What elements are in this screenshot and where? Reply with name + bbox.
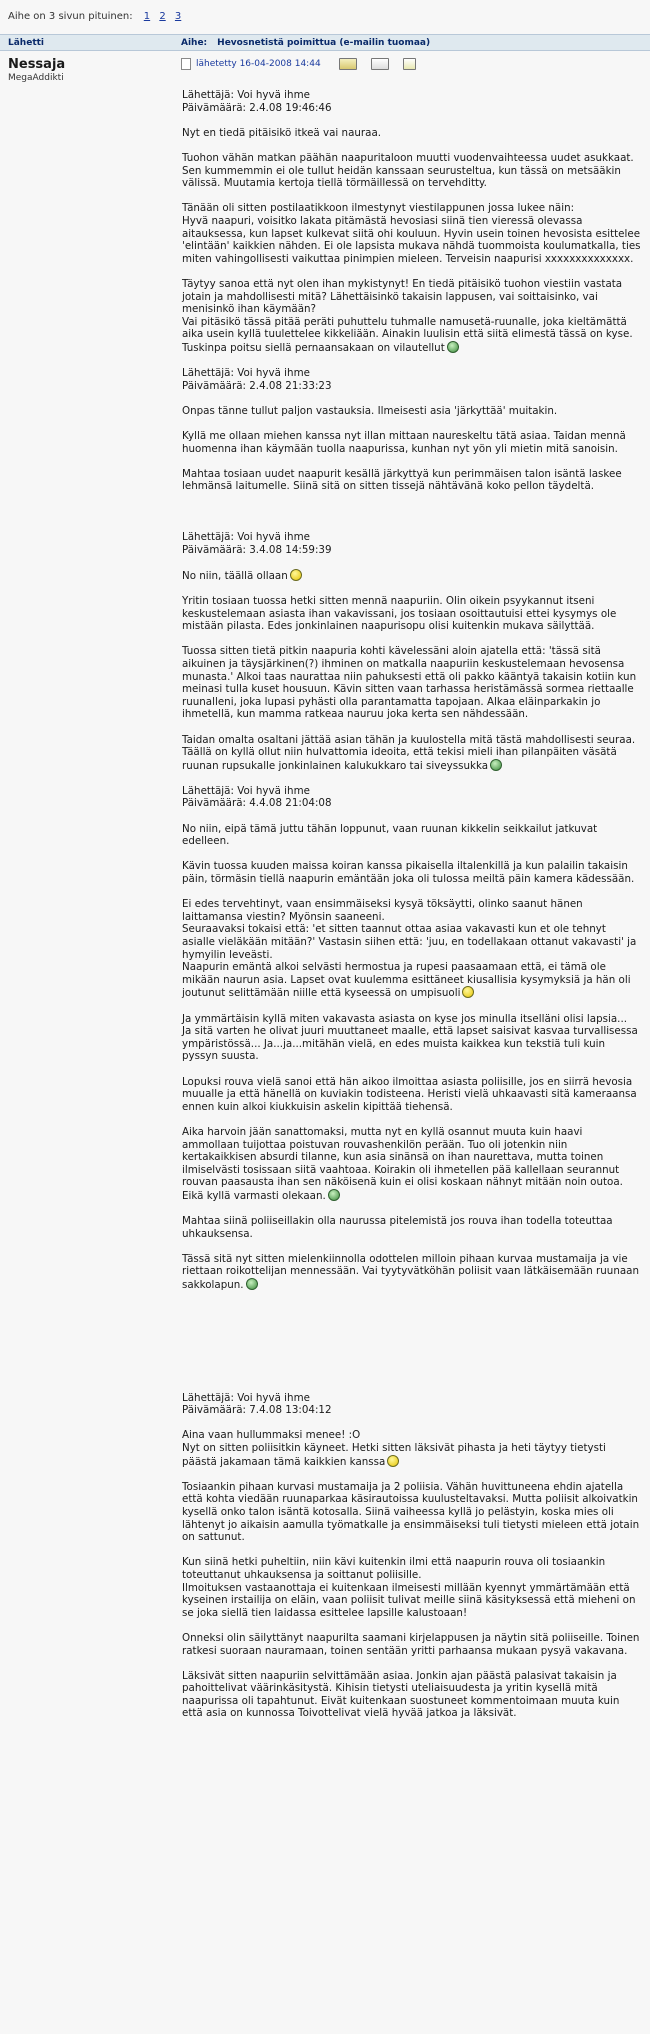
page-link-1[interactable]: 1 [143,11,151,22]
smiley-icon [328,1189,340,1201]
post-paragraph: Lähettäjä: Voi hyvä ihme Päivämäärä: 2.4.08 19:46:46 [182,89,332,114]
edit-icon[interactable] [403,58,416,70]
author-name[interactable]: Nessaja [8,57,66,72]
post-paragraph: No niin, eipä tämä juttu tähän loppunut, vaan ruunan kikkelin seikkailut jatkuvat edelleen. [182,822,598,848]
quote-icon[interactable] [339,58,357,70]
topic-label: Aihe: [181,38,208,48]
smiley-icon [447,341,459,353]
post-paragraph: Aina vaan hullummaksi menee! :O Nyt on sitten poliisitkin käyneet. Hetki sitten läksivät pihasta ja heti täytyy tietysti päästä jakamaan tämä kaikkien kanssa [182,1429,606,1468]
page-link-3[interactable]: 3 [174,11,182,22]
post-paragraph: Nyt en tiedä pitäisikö itkeä vai nauraa. [182,126,382,139]
post-paragraph: Lähettäjä: Voi hyvä ihme Päivämäärä: 4.4.08 21:04:08 [182,784,332,810]
author-rank: MegaAddikti [8,73,64,83]
post-paragraph: Tänään oli sitten postilaatikkoon ilmestynyt viestilappunen jossa lukee näin: Hyvä naapuri, voisitko lakata pitämästä hevosiasi siinä tien vieressä olevassa aitauksessa, kun lapset kulkevat siitä ohi kouluun. Hyvin usein toinen hevosista esittelee 'elintään' kaikkien nähden. Ei ole lapsista mukava nähdä tuommoista koulumatkalla, ties miten vahingollisesti vaikuttaa pinimpien mieleen. Terveisin naapurisi xxxxxxxxxxxxxx. [182,202,641,265]
post-content [177,51,650,1733]
sender-column-header: Lähetti [8,38,45,48]
post-paragraph: Mahtaa siinä poliiseillakin olla naurussa pitelemistä jos rouva ihan todella toteuttaa uhkauksensa. [182,1215,613,1240]
post-paragraph: Aika harvoin jään sanattomaksi, mutta nyt en kyllä osannut muuta kuin haavi ammollaan tuijottaa poistuvan rouvashenkilön perään. Tuo oli jotenkin niin kertakaikkisen absurdi tilanne, kun asia sinänsä on ihan naurettava, mutta toinen ilmiselvästi tosissaan siitä vaahtoaa. Koirakin oli ihmetellen pää kallellaan seurannut rouvan paasausta ihan sen näköisenä kuin ei olisi koskaan nähnyt mitään noin outoa. Eikä kyllä varmasti olekaan. [182,1125,623,1202]
smiley-icon [490,759,502,771]
post-paragraph: Kyllä me ollaan miehen kanssa nyt illan mittaan naureskeltu tätä asiaa. Taidan mennä huomenna ihan käymään tuolla naapurissa, kunhan nyt yön yli mietin mitä sanoisin. [182,430,626,455]
forum-post [0,51,650,1733]
post-paragraph: Kun siinä hetki puheltiin, niin kävi kuitenkin ilmi että naapurin rouva oli tosiaankin toteuttanut uhkauksensa ja soittanut poliisille. Ilmoituksen vastaanottaja ei kuitenkaan ilmeisesti millään kyennyt ymmärtämään että kyseinen irstailija on eläin, vaan poliisit tulivat meille siinä käsityksessä että mieheni on se joka siellä tien laidassa esittelee lapsille kalustoaan! [182,1556,636,1619]
topic-title: Hevosnetistä poimittua (e-mailin tuomaa) [217,38,431,48]
topic-header [177,35,650,50]
email-icon[interactable] [371,58,389,70]
post-icon [181,58,191,70]
smiley-icon [462,986,474,998]
post-paragraph: Lopuksi rouva vielä sanoi että hän aikoo ilmoittaa asiasta poliisille, jos en siirrä hevosia muualle ja että hänellä on kuviakin todisteena. Heristi vielä uhkaavasti sitä kameraansa ennen kuin alkoi kiukkuisin askelin kipittää tiehensä. [182,1075,637,1113]
post-paragraph: Lähettäjä: Voi hyvä ihme Päivämäärä: 2.4.08 21:33:23 [182,367,332,392]
post-paragraph: Täytyy sanoa että nyt olen ihan mykistynyt! En tiedä pitäisikö tuohon viestiin vastata jotain ja mahdollisesti mitä? Lähettäisinkö takaisin lappusen, vai soittaisinko, vai menisinkö ihan käymään? Vai pitäsikö tässä pitää peräti puhuttelu tuhmalle namusetä-ruunalle, joka kieltämättä aika usein kyllä tuulettelee kikkeliään. Ainakin luulisin että siitä elimestä tässä on kyse. Tuskinpa poitsu siellä pernaansakaan on vilautellut [182,277,633,354]
post-paragraph: Lähettäjä: Voi hyvä ihme Päivämäärä: 7.4.08 13:04:12 [182,1391,332,1417]
pagination-bar [0,0,650,28]
post-paragraph: Tuohon vähän matkan päähän naapuritaloon muutti vuodenvaihteessa uudet asukkaat. Sen kummemmin ei ole tullut heidän kanssaan seurusteltua, kun tässä on metsääkin välissä. Muutamia kertoja tiellä törmäillessä on tervehditty. [182,151,634,190]
post-paragraph: Yritin tosiaan tuossa hetki sitten mennä naapuriin. Olin oikein psyykannut itseni keskustelemaan asiasta ihan vakavissani, jos tosiaan osoittautuisi ettei kysymys ole mistään pilasta. Edes jonkinlainen naapurisopu olisi kuitenkin mukava säilyttää. [182,594,617,633]
post-paragraph: Läksivät sitten naapuriin selvittämään asiaa. Jonkin ajan päästä palasivat takaisin ja pahoittelivat väärinkäsitystä. Kihisin tietysti uteliaisuudesta ja yritin kysellä mitä naapurissa oli tapahtunut. Eivät kuitenkaan suostuneet kommentoimaan muuta kuin että asia on kunnossa Toivottelivat vielä hyvää jatkoa ja läksivät. [182,1669,620,1720]
post-meta-bar [181,55,642,73]
post-paragraph: Ei edes tervehtinyt, vaan ensimmäiseksi kysyä töksäytti, olinko saanut hänen laittamansa viestin? Myönsin saaneeni. Seuraavaksi tokaisi että: 'et sitten taannut ottaa asiaa vakavasti kun et ole tehnyt asialle vieläkään mitään?' Vastasin siihen että: 'juu, en todellakaan ottanut vakavasti' ja hymyilin leveästi. Naapurin emäntä alkoi selvästi hermostua ja rupesi paasaamaan että, ei tämä ole mikään naurun asia. Lapset ovat kuulemma esittäneet kiusallisia kysymyksiä ja hän oli joutunut selittämään niille että kyseessä on umpisuoli [182,898,637,1000]
smiley-icon [290,569,302,581]
post-paragraph: Tässä sitä nyt sitten mielenkiinnolla odottelen milloin pihaan kurvaa mustamaija ja vie riettaan roikottelijan mennessään. Vai tyytyvätköhän poliisit vaan lätkäisemään ruunaan sakkolapun. [182,1252,640,1292]
post-paragraph: Kävin tuossa kuuden maissa koiran kanssa pikaisella iltalenkillä ja kun palailin takaisin päin, törmäsin tiellä naapurin emäntään joka oli tulossa meiltä päin kamera kädessään. [182,860,635,886]
author-panel [0,51,177,1733]
post-paragraph: Ja ymmärtäisin kyllä miten vakavasta asiasta on kyse jos minulla itselläni olisi lapsia... Ja sitä varten he olivat juuri muuttaneet maalle, että lapset saisivat kasvaa turvallisessa ympäristössä... Ja...ja...mitähän vielä, en edes muista kaikkea kun tekstiä tuli kuin pyssyn suusta. [182,1012,638,1063]
post-paragraph: Taidan omalta osaltani jättää asian tähän ja kuulostella mitä tästä mahdollisesti seuraa. Täällä on kyllä ollut niin hulvattomia ideoita, että tekisi mieli ihan pilanpäiten väsätä ruunan rupsukalle jonkinlainen kalukukkaro tai siveyssukka [182,733,636,772]
post-paragraph: Onpas tänne tullut paljon vastauksia. Ilmeisesti asia 'järkyttää' muitakin. [182,404,558,417]
post-date-link[interactable]: lähetetty 16-04-2008 14:44 [196,59,321,69]
post-paragraph: Onneksi olin säilyttänyt naapurilta saamani kirjelappusen ja näytin sitä poliiseille. Toinen ratkesi suoraan nauramaan, toinen sentään yritti parhaansa mukaan pysyä vakavana. [182,1631,640,1657]
pagination-label: Aihe on 3 sivun pituinen: [8,11,133,22]
post-paragraph: Mahtaa tosiaan uudet naapurit kesällä järkyttyä kun perimmäisen talon isäntä laskee lehmänsä laitumelle. Siinä sitä on sitten tissejä nähtävänä koko pellon täydeltä. [182,467,622,493]
post-paragraph: No niin, täällä ollaan [182,569,642,583]
post-body [181,73,642,1720]
post-paragraph: Tuossa sitten tietä pitkin naapuria kohti kävelessäni aloin ajatella että: 'tässä sitä aikuinen ja täysjärkinen(?) ihminen on matkalla naapuriin keskustelemaan hevosensa munasta.' Alkoi taas naurattaa niin pahuksesti että oli pakko kääntyä takaisin kotiin kun meinasi tulla kuset housuun. Kävin sitten vaan tarhassa heristämässä sormea riettaalle ruunalleni, joka lupasi pyhästi olla parantamatta tapojaan. Alkaa eläinparkakin jo ihmetellä, kun mamma ratkeaa nauruu joka kerta sen nähdessään. [182,645,637,721]
thread-header [0,35,650,51]
post-paragraph: Tosiaankin pihaan kurvasi mustamaija ja 2 poliisia. Vähän huvittuneena ehdin ajatella että kohta viedään ruunaparkaa käsirautoissa kuulusteltavaksi. Mutta poliisit alkoivatkin kysellä onko talon isäntä kotosalla. Siinä vaiheessa kyllä jo pelästyin, koska mies oli lähtenyt jo aikaisin aamulla työmatkalle ja ensimmäiseksi tuli tietysti mieleen että jotain on sattunut. [182,1480,640,1544]
page-link-2[interactable]: 2 [159,11,166,22]
smiley-icon [246,1278,258,1290]
smiley-icon [387,1455,399,1467]
post-paragraph: Lähettäjä: Voi hyvä ihme Päivämäärä: 3.4.08 14:59:39 [182,531,332,556]
